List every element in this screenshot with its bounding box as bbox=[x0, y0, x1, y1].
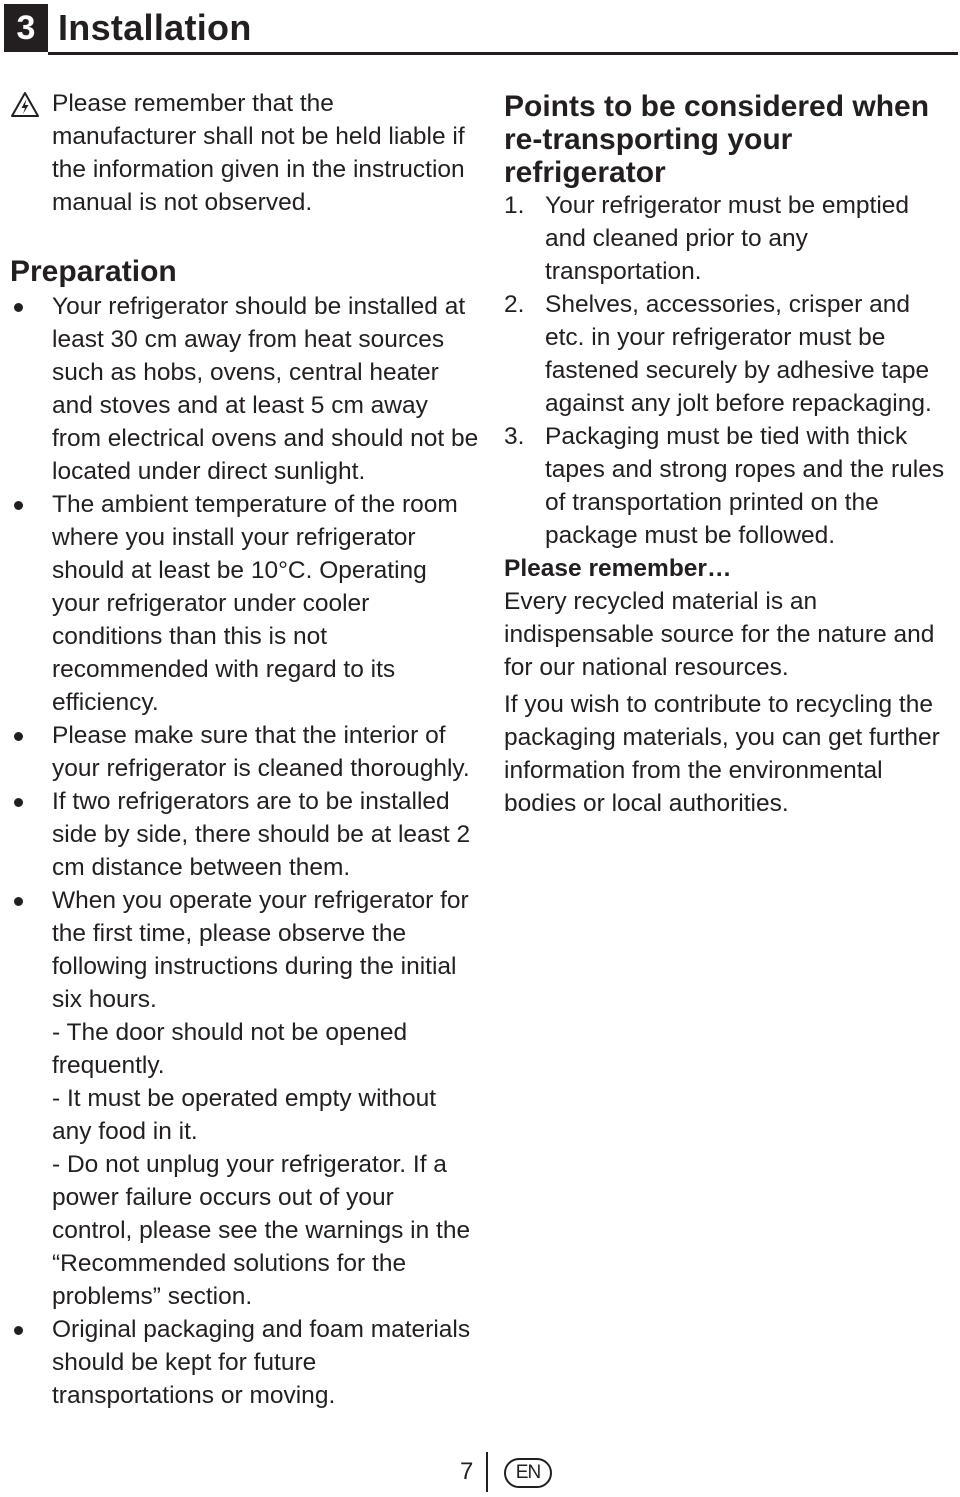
list-item: Please make sure that the interior of your refrigerator is cleaned thoroughly. bbox=[10, 719, 480, 785]
transport-heading: Points to be considered when re-transporting your refrigerator bbox=[504, 90, 930, 189]
bullet-icon bbox=[14, 798, 23, 807]
list-item: 1. Your refrigerator must be emptied and cleaned prior to any transportation. bbox=[504, 192, 910, 285]
bullet-icon bbox=[14, 1326, 23, 1335]
list-item: Your refrigerator should be installed at least 30 cm away from heat sources such as hobs, ovens, central heater and stoves and at least 5 cm away from electrical ovens and should not be located under direct sunlight. bbox=[10, 290, 480, 488]
warning-text: Please remember that the manufacturer shall not be held liable if the information given in the instruction manual is not observed. bbox=[52, 90, 465, 216]
chapter-number: 3 bbox=[4, 4, 48, 52]
remember-heading: Please remember… bbox=[504, 555, 732, 582]
header-rule bbox=[48, 52, 958, 55]
warning-note bbox=[10, 87, 480, 219]
list-item: When you operate your refrigerator for the first time, please observe the following instructions during the initial six hours. - The door should not be opened frequently. - It must be operated empty without any food in it. - Do not unplug your refrigerator. If a power failure occurs out of your control, please see the warnings in the “Recommended solutions for the problems” section. bbox=[10, 884, 480, 1313]
page-number: 7 bbox=[460, 1458, 474, 1485]
transport-list bbox=[504, 189, 954, 552]
right-column bbox=[504, 90, 954, 820]
sub-instruction: - Do not unplug your refrigerator. If a power failure occurs out of your control, please see the warnings in the “Recommended solutions for the problems” section. bbox=[52, 1151, 471, 1310]
bullet-icon bbox=[14, 303, 23, 312]
bullet-icon bbox=[14, 501, 23, 510]
chapter-title: Installation bbox=[58, 7, 252, 48]
preparation-list bbox=[10, 290, 480, 1412]
footer-divider bbox=[486, 1452, 488, 1492]
list-item: Original packaging and foam materials should be kept for future transportations or moving. bbox=[10, 1313, 480, 1412]
remember-paragraph: Every recycled material is an indispensable source for the nature and for our national resources. bbox=[504, 588, 935, 681]
language-badge: EN bbox=[504, 1458, 552, 1488]
preparation-heading: Preparation bbox=[10, 255, 177, 288]
sub-instruction: - The door should not be opened frequently. bbox=[52, 1019, 408, 1079]
sub-instruction: - It must be operated empty without any food in it. bbox=[52, 1085, 437, 1145]
bullet-icon bbox=[14, 897, 23, 906]
remember-paragraph: If you wish to contribute to recycling the packaging materials, you can get further information from the environmental bodies or local authorities. bbox=[504, 691, 940, 817]
list-item: If two refrigerators are to be installed side by side, there should be at least 2 cm distance between them. bbox=[10, 785, 480, 884]
list-item: The ambient temperature of the room where you install your refrigerator should at least be 10°C. Operating your refrigerator under cooler conditions than this is not recommended with regard to its efficiency. bbox=[10, 488, 480, 719]
left-column bbox=[10, 87, 480, 1412]
list-item: 2. Shelves, accessories, crisper and etc. in your refrigerator must be fastened securely by adhesive tape against any jolt before repackaging. bbox=[504, 291, 932, 417]
list-item: 3. Packaging must be tied with thick tapes and strong ropes and the rules of transportation printed on the package must be followed. bbox=[504, 423, 945, 549]
bullet-icon bbox=[14, 732, 23, 741]
chapter-header bbox=[0, 0, 960, 58]
warning-icon bbox=[10, 91, 40, 118]
